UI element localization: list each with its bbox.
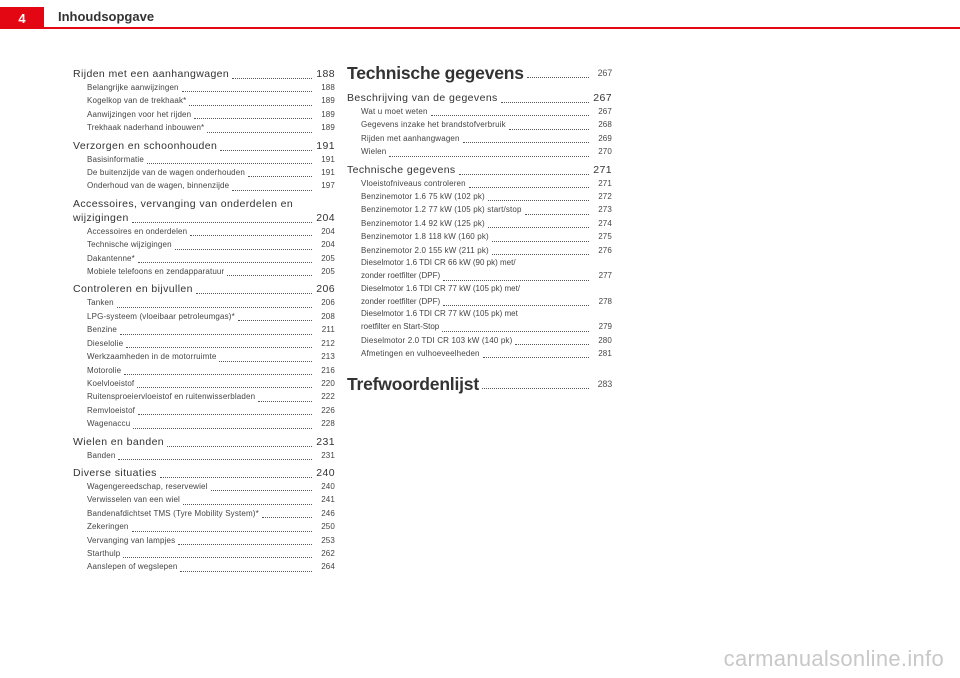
toc-item[interactable]: Accessoires en onderdelen 204 (87, 226, 335, 236)
toc-item[interactable]: Wielen 270 (361, 147, 612, 157)
toc-section[interactable]: Diverse situaties 240 (73, 466, 335, 479)
toc-item[interactable]: Zekeringen 250 (87, 522, 335, 532)
watermark: carmanualsonline.info (723, 646, 944, 671)
toc-section[interactable]: wijzigingen 204 (73, 211, 335, 224)
page-number-badge: 4 (0, 7, 44, 29)
toc-item[interactable]: Verwisselen van een wiel 241 (87, 495, 335, 505)
toc-item[interactable]: Rijden met aanhangwagen 269 (361, 133, 612, 143)
toc-section[interactable]: Controleren en bijvullen 206 (73, 283, 335, 296)
toc-item[interactable]: LPG-systeem (vloeibaar petroleumgas)* 208 (87, 311, 335, 321)
toc-item-multiline[interactable]: Dieselmotor 1.6 TDI CR 77 kW (105 pk) met/ zonder roetfilter (DPF) 278 (361, 283, 612, 306)
toc-item[interactable]: Vervanging van lampjes 253 (87, 535, 335, 545)
header-rule (44, 27, 960, 29)
toc-item[interactable]: Basisinformatie 191 (87, 154, 335, 164)
toc-item[interactable]: Starthulp 262 (87, 548, 335, 558)
toc-item[interactable]: Trekhaak naderhand inbouwen* 189 (87, 123, 335, 133)
toc-item[interactable]: Technische wijzigingen 204 (87, 240, 335, 250)
toc-item[interactable]: Dakantenne* 205 (87, 253, 335, 263)
toc-item[interactable]: Vloeistofniveaus controleren 271 (361, 178, 612, 188)
toc-item[interactable]: Wagenaccu 228 (87, 419, 335, 429)
toc-section[interactable]: Beschrijving van de gegevens 267 (347, 92, 612, 104)
toc-chapter-technical-data[interactable]: Technische gegevens 267 (347, 63, 612, 83)
toc-item[interactable]: Aanwijzingen voor het rijden 189 (87, 109, 335, 119)
toc-item[interactable]: Bandenafdichtset TMS (Tyre Mobility System)* 246 (87, 508, 335, 518)
toc-item[interactable]: Belangrijke aanwijzingen 188 (87, 83, 335, 92)
toc-item[interactable]: Afmetingen en vulhoeveelheden 281 (361, 348, 612, 358)
toc-item[interactable]: Benzinemotor 1.4 92 kW (125 pk) 274 (361, 218, 612, 228)
toc-section[interactable]: Technische gegevens 271 (347, 163, 612, 176)
toc-item[interactable]: Benzine 211 (87, 325, 335, 335)
toc-section[interactable]: Verzorgen en schoonhouden 191 (73, 139, 335, 152)
toc-item[interactable]: Benzinemotor 1.8 118 kW (160 pk) 275 (361, 232, 612, 242)
page-header (0, 0, 960, 30)
toc-item[interactable]: Remvloeistof 226 (87, 405, 335, 415)
toc-item[interactable]: Benzinemotor 2.0 155 kW (211 pk) 276 (361, 245, 612, 255)
toc-right-column (347, 63, 612, 402)
toc-item[interactable]: Aanslepen of wegslepen 264 (87, 562, 335, 572)
toc-left-column (73, 63, 335, 574)
toc-item-multiline[interactable]: Dieselmotor 1.6 TDI CR 77 kW (105 pk) met roetfilter en Start-Stop 279 (361, 309, 612, 332)
toc-item[interactable]: Benzinemotor 1.6 75 kW (102 pk) 272 (361, 192, 612, 202)
toc-item[interactable]: Wagengereedschap, reservewiel 240 (87, 481, 335, 491)
toc-section[interactable]: Rijden met een aanhangwagen 188 (73, 68, 335, 80)
toc-item[interactable]: Werkzaamheden in de motorruimte 213 (87, 352, 335, 362)
toc-item[interactable]: Benzinemotor 1.2 77 kW (105 pk) start/stop 273 (361, 205, 612, 215)
toc-section-title-line1: Accessoires, vervanging van onderdelen en (73, 197, 294, 210)
toc-item[interactable]: Ruitensproeiervloeistof en ruitenwisserbladen 222 (87, 392, 335, 402)
toc-item[interactable]: De buitenzijde van de wagen onderhouden 191 (87, 168, 335, 178)
toc-item-multiline[interactable]: Dieselmotor 1.6 TDI CR 66 kW (90 pk) met/ zonder roetfilter (DPF) 277 (361, 258, 612, 281)
toc-item[interactable]: Motorolie 216 (87, 365, 335, 375)
toc-item[interactable]: Gegevens inzake het brandstofverbruik 268 (361, 120, 612, 130)
toc-item[interactable]: Dieselolie 212 (87, 338, 335, 348)
toc-item[interactable]: Koelvloeistof 220 (87, 378, 335, 388)
toc-item[interactable]: Kogelkop van de trekhaak* 189 (87, 96, 335, 106)
page-title: Inhoudsopgave (58, 9, 155, 24)
toc-item[interactable]: Tanken 206 (87, 298, 335, 308)
toc-item[interactable]: Mobiele telefoons en zendapparatuur 205 (87, 267, 335, 277)
toc-chapter-index[interactable]: Trefwoordenlijst 283 (347, 374, 612, 395)
toc-item[interactable]: Dieselmotor 2.0 TDI CR 103 kW (140 pk) 280 (361, 335, 612, 345)
toc-item[interactable]: Banden 231 (87, 450, 335, 460)
toc-item[interactable]: Onderhoud van de wagen, binnenzijde 197 (87, 181, 335, 191)
toc-section[interactable]: Wielen en banden 231 (73, 435, 335, 448)
toc-item[interactable]: Wat u moet weten 267 (361, 107, 612, 116)
